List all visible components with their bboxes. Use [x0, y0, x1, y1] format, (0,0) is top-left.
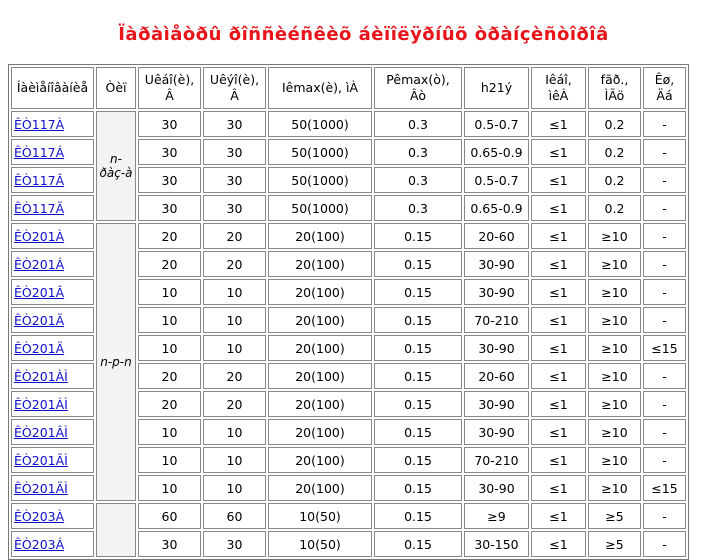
- icbo-cell: ≤1: [531, 223, 586, 249]
- ic-cell: 20(100): [268, 307, 372, 333]
- uce-cell: 60: [203, 503, 266, 529]
- ucb-cell: 10: [138, 475, 201, 501]
- noise-cell: -: [643, 139, 686, 165]
- f-cell: ≥5: [588, 503, 641, 529]
- ucb-cell: 10: [138, 419, 201, 445]
- transistor-spec-table: [8, 64, 689, 560]
- noise-cell: -: [643, 531, 686, 557]
- ic-cell: 20(100): [268, 447, 372, 473]
- uce-cell: 10: [203, 419, 266, 445]
- ic-cell: 10(50): [268, 531, 372, 557]
- part-number-link[interactable]: ÊÒ201Ä: [14, 340, 65, 356]
- pc-cell: 0.15: [374, 279, 462, 305]
- part-number-link[interactable]: ÊÒ117Â: [14, 172, 65, 188]
- ic-cell: 20(100): [268, 223, 372, 249]
- noise-cell: -: [643, 223, 686, 249]
- h21-cell: 70-210: [464, 307, 529, 333]
- transistor-type-cell: [96, 503, 136, 557]
- pc-cell: 0.3: [374, 195, 462, 221]
- ucb-cell: 10: [138, 335, 201, 361]
- uce-cell: 30: [203, 139, 266, 165]
- part-number-cell: [11, 279, 94, 305]
- icbo-cell: ≤1: [531, 307, 586, 333]
- h21-cell: ≥9: [464, 503, 529, 529]
- h21-cell: 0.65-0.9: [464, 139, 529, 165]
- ic-cell: 50(1000): [268, 111, 372, 137]
- column-header: Iêáî, ìêÀ: [531, 67, 586, 109]
- uce-cell: 10: [203, 335, 266, 361]
- noise-cell: -: [643, 503, 686, 529]
- part-number-cell: [11, 335, 94, 361]
- table-body: [11, 111, 686, 557]
- ucb-cell: 20: [138, 391, 201, 417]
- uce-cell: 20: [203, 391, 266, 417]
- f-cell: ≥10: [588, 475, 641, 501]
- part-number-link[interactable]: ÊÒ117Ã: [14, 200, 65, 216]
- column-header: Uêýî(è), Â: [203, 67, 266, 109]
- noise-cell: -: [643, 307, 686, 333]
- icbo-cell: ≤1: [531, 195, 586, 221]
- ucb-cell: 30: [138, 139, 201, 165]
- part-number-cell: [11, 251, 94, 277]
- ucb-cell: 20: [138, 223, 201, 249]
- f-cell: ≥10: [588, 279, 641, 305]
- pc-cell: 0.3: [374, 139, 462, 165]
- h21-cell: 30-90: [464, 251, 529, 277]
- ic-cell: 20(100): [268, 475, 372, 501]
- uce-cell: 20: [203, 223, 266, 249]
- icbo-cell: ≤1: [531, 503, 586, 529]
- f-cell: ≥10: [588, 335, 641, 361]
- uce-cell: 30: [203, 195, 266, 221]
- ic-cell: 20(100): [268, 419, 372, 445]
- uce-cell: 30: [203, 167, 266, 193]
- part-number-cell: [11, 447, 94, 473]
- h21-cell: 30-90: [464, 475, 529, 501]
- f-cell: ≥10: [588, 223, 641, 249]
- ucb-cell: 10: [138, 307, 201, 333]
- f-cell: ≥5: [588, 531, 641, 557]
- icbo-cell: ≤1: [531, 419, 586, 445]
- h21-cell: 0.5-0.7: [464, 111, 529, 137]
- pc-cell: 0.15: [374, 475, 462, 501]
- column-header: Pêmax(ò), Âò: [374, 67, 462, 109]
- pc-cell: 0.15: [374, 223, 462, 249]
- ic-cell: 20(100): [268, 391, 372, 417]
- uce-cell: 10: [203, 475, 266, 501]
- part-number-cell: [11, 139, 94, 165]
- part-number-link[interactable]: ÊÒ201ÄÌ: [14, 480, 68, 496]
- ic-cell: 50(1000): [268, 195, 372, 221]
- noise-cell: -: [643, 447, 686, 473]
- transistor-type-cell: n-p-n: [96, 223, 136, 501]
- h21-cell: 20-60: [464, 223, 529, 249]
- h21-cell: 30-90: [464, 419, 529, 445]
- noise-cell: ≤15: [643, 335, 686, 361]
- h21-cell: 30-90: [464, 335, 529, 361]
- icbo-cell: ≤1: [531, 363, 586, 389]
- part-number-cell: [11, 223, 94, 249]
- pc-cell: 0.15: [374, 503, 462, 529]
- h21-cell: 30-90: [464, 391, 529, 417]
- ic-cell: 20(100): [268, 279, 372, 305]
- f-cell: 0.2: [588, 139, 641, 165]
- h21-cell: 70-210: [464, 447, 529, 473]
- table-row: [11, 503, 686, 529]
- part-number-link[interactable]: ÊÒ203Á: [14, 536, 65, 552]
- f-cell: ≥10: [588, 251, 641, 277]
- pc-cell: 0.15: [374, 391, 462, 417]
- ucb-cell: 30: [138, 195, 201, 221]
- icbo-cell: ≤1: [531, 475, 586, 501]
- noise-cell: -: [643, 419, 686, 445]
- icbo-cell: ≤1: [531, 167, 586, 193]
- noise-cell: -: [643, 391, 686, 417]
- ic-cell: 50(1000): [268, 167, 372, 193]
- icbo-cell: ≤1: [531, 139, 586, 165]
- ucb-cell: 30: [138, 111, 201, 137]
- part-number-link[interactable]: ÊÒ117Á: [14, 144, 65, 160]
- table-row: [11, 223, 686, 249]
- part-number-link[interactable]: ÊÒ201ÃÌ: [14, 452, 68, 468]
- pc-cell: 0.15: [374, 419, 462, 445]
- icbo-cell: ≤1: [531, 251, 586, 277]
- noise-cell: -: [643, 167, 686, 193]
- column-header: h21ý: [464, 67, 529, 109]
- ucb-cell: 10: [138, 447, 201, 473]
- part-number-link[interactable]: ÊÒ201ÀÌ: [14, 368, 68, 384]
- table-header-row: [11, 67, 686, 109]
- uce-cell: 10: [203, 307, 266, 333]
- part-number-link[interactable]: ÊÒ117À: [14, 116, 65, 132]
- uce-cell: 20: [203, 251, 266, 277]
- pc-cell: 0.15: [374, 251, 462, 277]
- part-number-cell: [11, 391, 94, 417]
- f-cell: 0.2: [588, 195, 641, 221]
- part-number-link[interactable]: ÊÒ201ÂÌ: [14, 424, 68, 440]
- ic-cell: 10(50): [268, 503, 372, 529]
- h21-cell: 0.65-0.9: [464, 195, 529, 221]
- part-number-cell: [11, 419, 94, 445]
- part-number-cell: [11, 307, 94, 333]
- ic-cell: 50(1000): [268, 139, 372, 165]
- part-number-link[interactable]: ÊÒ201Ã: [14, 312, 65, 328]
- column-header: Uêáî(è), Â: [138, 67, 201, 109]
- icbo-cell: ≤1: [531, 531, 586, 557]
- noise-cell: -: [643, 111, 686, 137]
- column-header: Êø, Äá: [643, 67, 686, 109]
- part-number-cell: [11, 475, 94, 501]
- ucb-cell: 10: [138, 279, 201, 305]
- part-number-link[interactable]: ÊÒ201ÁÌ: [14, 396, 68, 412]
- ucb-cell: 60: [138, 503, 201, 529]
- uce-cell: 20: [203, 363, 266, 389]
- icbo-cell: ≤1: [531, 111, 586, 137]
- f-cell: 0.2: [588, 111, 641, 137]
- transistor-type-cell: n-ðàç-à: [96, 111, 136, 221]
- pc-cell: 0.15: [374, 447, 462, 473]
- part-number-cell: [11, 503, 94, 529]
- part-number-cell: [11, 111, 94, 137]
- part-number-cell: [11, 531, 94, 557]
- icbo-cell: ≤1: [531, 447, 586, 473]
- noise-cell: ≤15: [643, 475, 686, 501]
- part-number-link[interactable]: ÊÒ201Â: [14, 284, 65, 300]
- part-number-link[interactable]: ÊÒ201À: [14, 228, 65, 244]
- part-number-cell: [11, 167, 94, 193]
- uce-cell: 30: [203, 531, 266, 557]
- pc-cell: 0.3: [374, 167, 462, 193]
- part-number-link[interactable]: ÊÒ203À: [14, 508, 65, 524]
- pc-cell: 0.15: [374, 335, 462, 361]
- pc-cell: 0.3: [374, 111, 462, 137]
- pc-cell: 0.15: [374, 363, 462, 389]
- column-header: Íàèìåíîâàíèå: [11, 67, 94, 109]
- ic-cell: 20(100): [268, 335, 372, 361]
- part-number-cell: [11, 195, 94, 221]
- column-header: Òèï: [96, 67, 136, 109]
- icbo-cell: ≤1: [531, 335, 586, 361]
- pc-cell: 0.15: [374, 531, 462, 557]
- h21-cell: 20-60: [464, 363, 529, 389]
- noise-cell: -: [643, 195, 686, 221]
- f-cell: ≥10: [588, 307, 641, 333]
- f-cell: ≥10: [588, 363, 641, 389]
- table-row: [11, 111, 686, 137]
- ic-cell: 20(100): [268, 251, 372, 277]
- column-header: fãð., ÌÃö: [588, 67, 641, 109]
- f-cell: ≥10: [588, 391, 641, 417]
- h21-cell: 0.5-0.7: [464, 167, 529, 193]
- noise-cell: -: [643, 251, 686, 277]
- ucb-cell: 30: [138, 167, 201, 193]
- ucb-cell: 20: [138, 251, 201, 277]
- f-cell: ≥10: [588, 419, 641, 445]
- h21-cell: 30-150: [464, 531, 529, 557]
- part-number-link[interactable]: ÊÒ201Á: [14, 256, 65, 272]
- h21-cell: 30-90: [464, 279, 529, 305]
- noise-cell: -: [643, 279, 686, 305]
- icbo-cell: ≤1: [531, 391, 586, 417]
- uce-cell: 10: [203, 447, 266, 473]
- f-cell: ≥10: [588, 447, 641, 473]
- noise-cell: -: [643, 363, 686, 389]
- page-title: Ïàðàìåòðû ðîññèéñêèõ áèïîëÿðíûõ òðàíçèñòîðîâ: [118, 24, 609, 45]
- uce-cell: 30: [203, 111, 266, 137]
- ucb-cell: 20: [138, 363, 201, 389]
- ic-cell: 20(100): [268, 363, 372, 389]
- ucb-cell: 30: [138, 531, 201, 557]
- icbo-cell: ≤1: [531, 279, 586, 305]
- f-cell: 0.2: [588, 167, 641, 193]
- column-header: Iêmax(è), ìÀ: [268, 67, 372, 109]
- uce-cell: 10: [203, 279, 266, 305]
- part-number-cell: [11, 363, 94, 389]
- pc-cell: 0.15: [374, 307, 462, 333]
